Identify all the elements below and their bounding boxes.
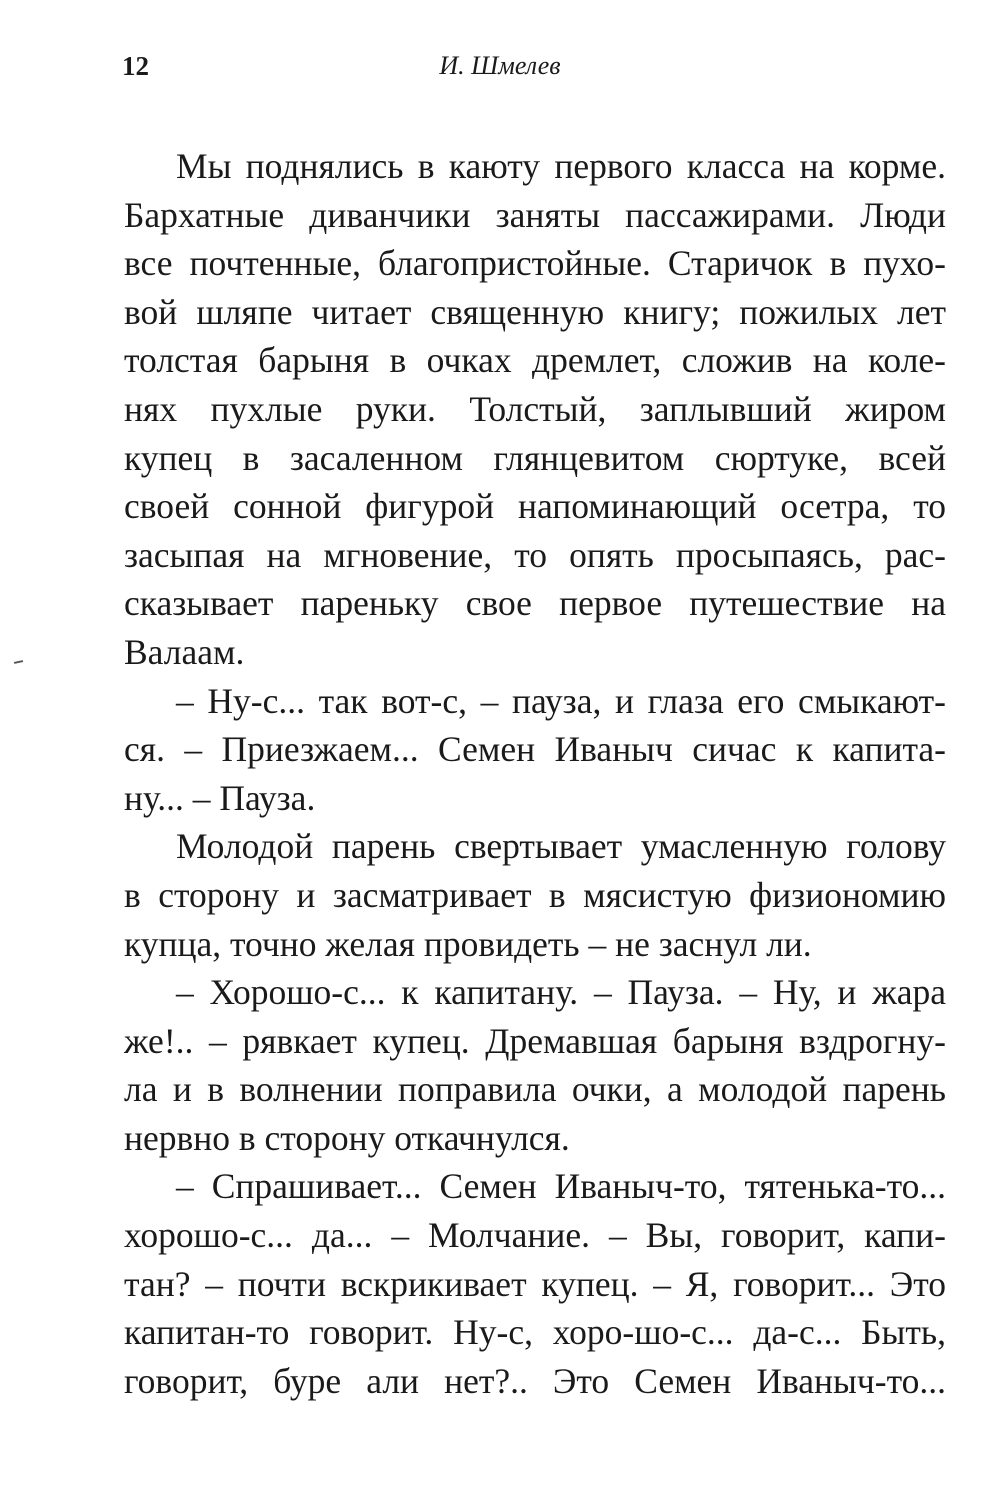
text-line: Бархатные диванчики заняты пассажирами. Люди: [124, 194, 946, 235]
text-line: говорит, буре али нет?.. Это Семен Иваныч-то...: [124, 1360, 946, 1401]
text-line: вой шляпе читает священную книгу; пожилых лет: [124, 291, 946, 332]
text-line: засыпая на мгновение, то опять просыпаясь, рас-: [124, 534, 946, 575]
text-line: Мы поднялись в каюту первого класса на корме.: [176, 146, 946, 186]
text-line: – Хорошо-с... к капитану. – Пауза. – Ну, и жара: [176, 972, 946, 1013]
text-line: – Ну-с... так вот-с, – пауза, и глаза его смыкают-: [176, 680, 946, 721]
text-line: своей сонной фигурой напоминающий осетра, то: [124, 486, 946, 527]
text-line: нервно в сторону откачнулся.: [124, 1117, 570, 1158]
text-line: хорошо-с... да... – Молчание. – Вы, говорит, капи-: [124, 1215, 946, 1256]
text-line: Валаам.: [124, 631, 245, 672]
running-title-author: И. Шмелев: [439, 51, 561, 80]
page-number: 12: [122, 51, 149, 81]
text-line: ся. – Приезжаем... Семен Иваныч сичас к капита-: [124, 729, 946, 770]
text-line: же!.. – рявкает купец. Дремавшая барыня вздрогну-: [124, 1020, 946, 1061]
paragraph-2: [124, 677, 946, 823]
paragraph-1: [124, 142, 946, 677]
text-line: Молодой парень свертывает умасленную голову: [176, 826, 946, 867]
body-text: [124, 142, 946, 1405]
text-line: купец в засаленном глянцевитом сюртуке, всей: [124, 437, 946, 478]
text-line: нях пухлые руки. Толстый, заплывший жиром: [124, 388, 946, 429]
text-line: тан? – почти вскрикивает купец. – Я, говорит... Это: [124, 1263, 946, 1304]
paragraph-4: [124, 968, 946, 1162]
running-head: [0, 48, 1000, 88]
text-line: – Спрашивает... Семен Иваныч-то, тятенька-то...: [176, 1166, 946, 1207]
paragraph-3: [124, 822, 946, 968]
text-line: все почтенные, благопристойные. Старичок в пухо-: [124, 243, 946, 284]
text-line: в сторону и засматривает в мясистую физиономию: [124, 874, 946, 915]
text-line: ла и в волнении поправила очки, а молодой парень: [124, 1069, 946, 1110]
text-line: купца, точно желая провидеть – не заснул ли.: [124, 923, 812, 964]
text-line: толстая барыня в очках дремлет, сложив на коле-: [124, 340, 946, 381]
text-line: ну... – Пауза.: [124, 777, 316, 818]
text-line: капитан-то говорит. Ну-с, хоро-шо-с... да-с... Быть,: [124, 1312, 946, 1353]
text-line: сказывает пареньку свое первое путешествие на: [124, 583, 946, 624]
margin-mark: [14, 660, 23, 664]
paragraph-5: [124, 1162, 946, 1405]
